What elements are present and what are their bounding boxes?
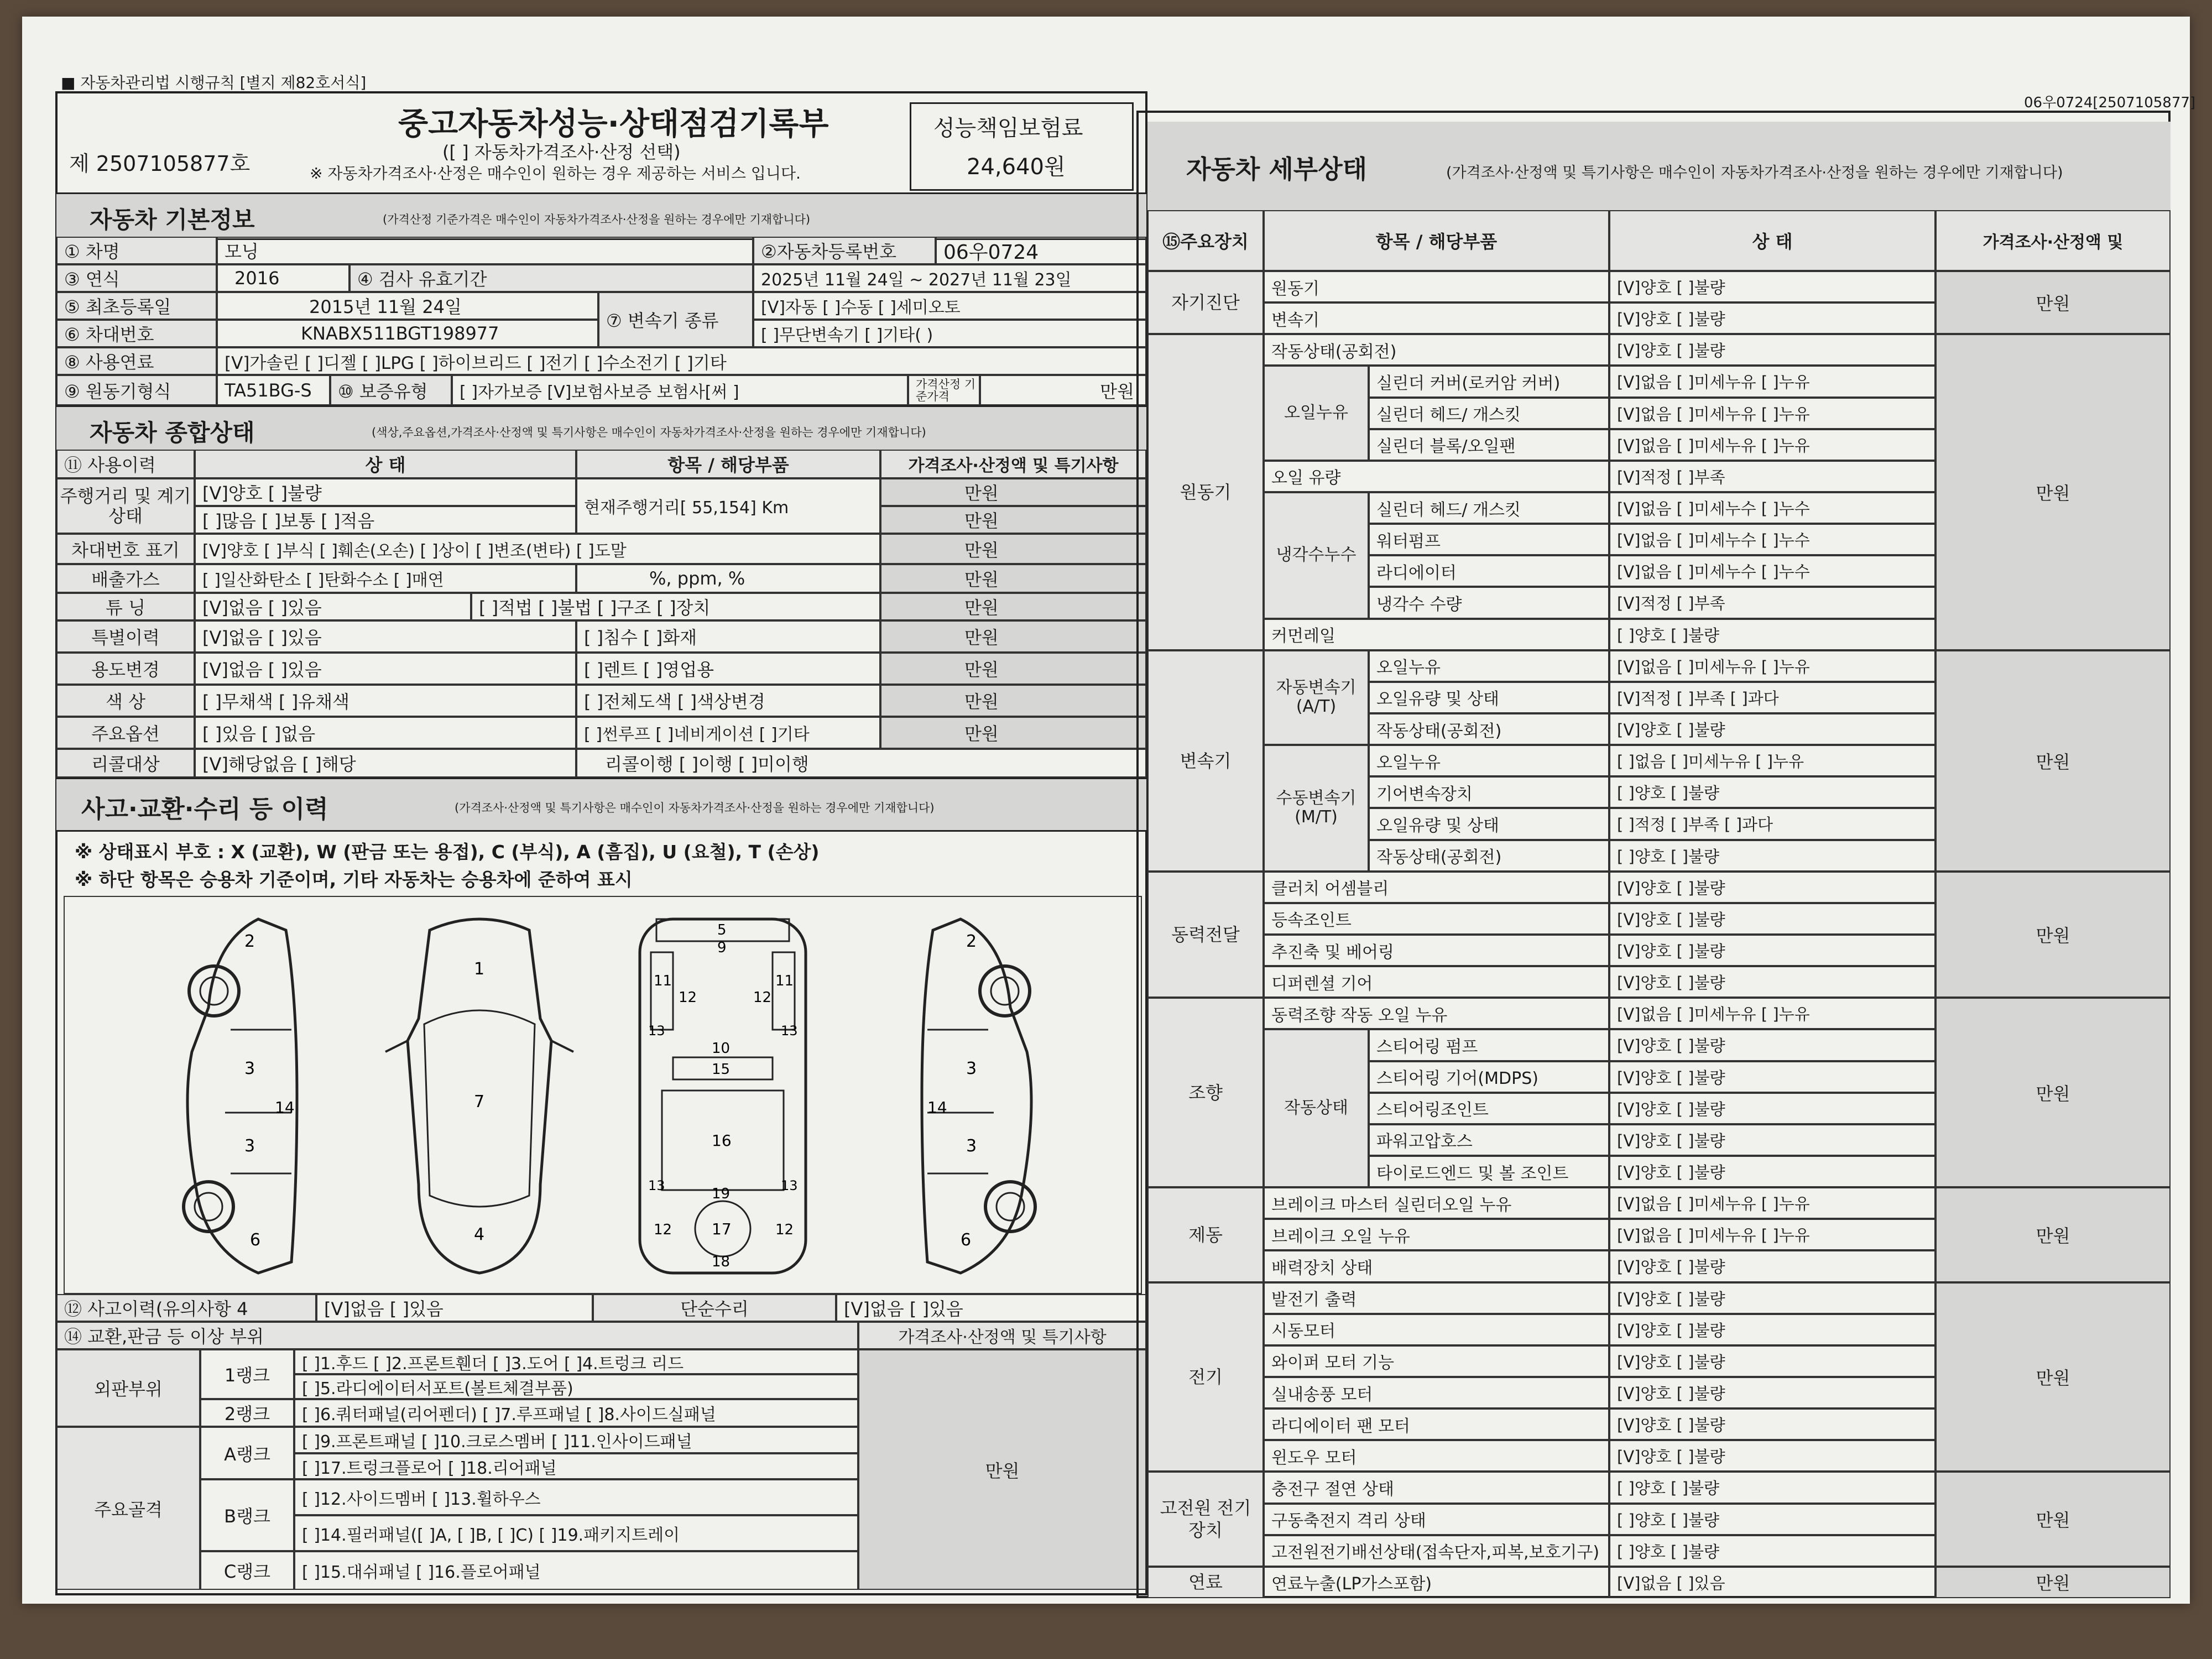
rankB-label: B랭크 <box>200 1479 294 1551</box>
overall-row-label: 특별이력 <box>56 620 195 653</box>
diagram-number: 18 <box>712 1254 731 1270</box>
overall-row-state: [V]없음 [ ]있음 <box>195 653 576 685</box>
diagram-number: 11 <box>775 973 794 989</box>
overall-row-state: [ ]일산화탄소 [ ]탄화수소 [ ]매연 <box>195 564 576 593</box>
rank1-items-a: [ ]1.후드 [ ]2.프론트휀더 [ ]3.도어 [ ]4.트렁크 리드 <box>294 1349 858 1374</box>
detail-item: 추진축 및 베어링 <box>1264 935 1609 966</box>
side-view-left <box>148 908 325 1284</box>
overall-row-price: 만원 <box>880 564 1146 593</box>
side-view-right <box>894 908 1071 1284</box>
detail-state: [V]양호 [ ]불량 <box>1609 1061 1936 1093</box>
rankA-items-a: [ ]9.프론트패널 [ ]10.크로스멤버 [ ]11.인사이드패널 <box>294 1427 858 1453</box>
detail-state: [V]양호 [ ]불량 <box>1609 1282 1936 1314</box>
overall-row-label: 용도변경 <box>56 653 195 685</box>
insurance-label: 성능책임보험료 <box>933 116 1083 141</box>
detail-state: [V]양호 [ ]불량 <box>1609 1124 1936 1156</box>
detail-item: 브레이크 오일 누유 <box>1264 1219 1609 1250</box>
detail-item: 실내송풍 모터 <box>1264 1377 1609 1408</box>
detail-group-price: 만원 <box>1936 1472 2171 1566</box>
accident-header-bar <box>56 778 1146 832</box>
year: 2016 <box>217 264 349 292</box>
detail-item: 실린더 헤드/ 개스킷 <box>1369 398 1609 429</box>
detail-state: [V]없음 [ ]미세누수 [ ]누수 <box>1609 492 1936 524</box>
detail-item: 발전기 출력 <box>1264 1282 1609 1314</box>
detail-state: [ ]양호 [ ]불량 <box>1609 1535 1936 1567</box>
detail-state: [V]없음 [ ]미세누유 [ ]누유 <box>1609 650 1936 682</box>
doc-subtitle: ([ ] 자동차가격조사·산정 선택) <box>442 142 681 163</box>
doc-number: 제 2507105877호 <box>69 152 251 176</box>
detail-item: 원동기 <box>1264 271 1609 302</box>
first-reg: 2015년 11월 24일 <box>217 292 598 320</box>
first-reg-label: ⑤ 최초등록일 <box>56 292 217 320</box>
car-name: 모닝 <box>217 237 753 264</box>
detail-group-price: 만원 <box>1936 1187 2171 1282</box>
top-view <box>374 908 585 1284</box>
detail-group-label: 연료 <box>1147 1567 1264 1598</box>
detail-state: [V]적정 [ ]부족 [ ]과다 <box>1609 682 1936 713</box>
detail-state: [V]없음 [ ]미세누유 [ ]누유 <box>1609 398 1936 429</box>
overall-row-price: 만원 <box>880 717 1146 749</box>
reg-no: 06우0724 <box>936 237 1146 264</box>
overall-row-item: %, ppm, % <box>576 564 880 593</box>
legend-line2: ※ 하단 항목은 승용차 기준이며, 기타 자동차는 승용차에 준하여 표시 <box>75 869 633 890</box>
detail-header-bar <box>1147 122 2171 212</box>
detail-state: [V]양호 [ ]불량 <box>1609 302 1936 334</box>
detail-item: 등속조인트 <box>1264 903 1609 935</box>
detail-state: [V]없음 [ ]있음 <box>1609 1567 1936 1598</box>
history-label: ⑫ 사고이력(유의사항 4 <box>56 1294 316 1322</box>
overall-row-price: 만원 <box>880 506 1146 534</box>
damage-diagram <box>64 896 1142 1294</box>
detail-state: [V]없음 [ ]미세누유 [ ]누유 <box>1609 429 1936 461</box>
col-detail-state: 상 태 <box>1609 210 1936 271</box>
overall-row-state: [V]양호 [ ]부식 [ ]훼손(오손) [ ]상이 [ ]변조(변타) [ ]도말 <box>195 534 880 564</box>
detail-table <box>1147 271 2171 1598</box>
detail-state: [V]없음 [ ]미세누유 [ ]누유 <box>1609 366 1936 397</box>
overall-row-item: 리콜이행 [ ]이행 [ ]미이행 <box>576 749 1146 778</box>
detail-item: 기어변속장치 <box>1369 776 1609 808</box>
diagram-number: 15 <box>712 1061 731 1078</box>
trans-row1: [V]자동 [ ]수동 [ ]세미오토 <box>753 292 1146 320</box>
detail-group-label: 자기진단 <box>1147 271 1264 334</box>
detail-state: [V]양호 [ ]불량 <box>1609 1440 1936 1472</box>
detail-group-label: 고전원 전기장치 <box>1147 1472 1264 1566</box>
detail-group-price: 만원 <box>1936 998 2171 1187</box>
detail-group-price: 만원 <box>1936 872 2171 998</box>
detail-state: [ ]없음 [ ]미세누유 [ ]누유 <box>1609 745 1936 776</box>
diagram-number: 13 <box>781 1023 798 1039</box>
valid-label: ④ 검사 유효기간 <box>349 264 753 292</box>
detail-item: 브레이크 마스터 실린더오일 누유 <box>1264 1187 1609 1219</box>
legend-line1: ※ 상태표시 부호 : X (교환), W (판금 또는 용접), C (부식), A (흠집), U (요철), T (손상) <box>75 841 820 863</box>
detail-item: 시동모터 <box>1264 1314 1609 1345</box>
price-unit: 만원 <box>980 375 1146 405</box>
detail-state: [V]양호 [ ]불량 <box>1609 903 1936 935</box>
diagram-number: 17 <box>712 1220 732 1238</box>
detail-group-label: 동력전달 <box>1147 872 1264 998</box>
detail-group-label: 변속기 <box>1147 650 1264 872</box>
warranty: [ ]자가보증 [V]보험사보증 보험사[써 ] <box>452 375 908 405</box>
detail-item: 윈도우 모터 <box>1264 1440 1609 1472</box>
detail-item: 배력장치 상태 <box>1264 1250 1609 1282</box>
detail-item: 작동상태(공회전) <box>1369 713 1609 745</box>
doc-title: 중고자동차성능·상태점검기록부 <box>398 106 829 142</box>
diagram-number: 13 <box>648 1023 665 1039</box>
col-price: 가격조사·산정액 및 특기사항 <box>880 450 1146 478</box>
detail-group-label: 원동기 <box>1147 334 1264 650</box>
detail-item: 스티어링 기어(MDPS) <box>1369 1061 1609 1093</box>
detail-item: 변속기 <box>1264 302 1609 334</box>
diagram-number: 16 <box>712 1131 732 1150</box>
diagram-number: 14 <box>927 1098 947 1117</box>
detail-state: [ ]양호 [ ]불량 <box>1609 1472 1936 1503</box>
insurance-value: 24,640원 <box>967 154 1066 180</box>
overall-row-state: [V]양호 [ ]불량 <box>195 478 576 506</box>
detail-state: [V]적정 [ ]부족 <box>1609 461 1936 492</box>
detail-item: 구동축전지 격리 상태 <box>1264 1504 1609 1535</box>
rank1-label: 1랭크 <box>200 1349 294 1399</box>
detail-item: 동력조향 작동 오일 누유 <box>1264 998 1609 1029</box>
detail-note: (가격조사·산정액 및 특기사항은 매수인이 자동차가격조사·산정을 원하는 경우에만 기재합니다) <box>1446 164 2063 181</box>
simple-repair-value: [V]없음 [ ]있음 <box>836 1294 1146 1322</box>
detail-item: 오일누유 <box>1369 745 1609 776</box>
detail-item: 클러치 어셈블리 <box>1264 872 1609 903</box>
col-detail-item: 항목 / 해당부품 <box>1264 210 1609 271</box>
parts-label: ⑭ 교환,판금 등 이상 부위 <box>56 1322 858 1349</box>
detail-subgroup-label: 수동변속기 (M/T) <box>1264 745 1369 872</box>
diagram-number: 12 <box>775 1222 794 1238</box>
main-frame-label: 주요골격 <box>56 1427 200 1590</box>
rankC-label: C랭크 <box>200 1551 294 1590</box>
detail-item: 커먼레일 <box>1264 619 1609 650</box>
detail-item: 오일누유 <box>1369 650 1609 682</box>
detail-item: 타이로드엔드 및 볼 조인트 <box>1369 1156 1609 1187</box>
diagram-number: 13 <box>648 1178 665 1193</box>
rank1-items-b: [ ]5.라디에이터서포트(볼트체결부품) <box>294 1374 858 1399</box>
doc-id-right: 06우0724[2507105877] <box>2024 95 2196 111</box>
basic-note: (가격산정 기준가격은 매수인이 자동차가격조사·산정을 원하는 경우에만 기재합니다) <box>383 213 811 226</box>
overall-row-item: [ ]침수 [ ]화재 <box>576 620 880 653</box>
overall-row-state: [ ]많음 [ ]보통 [ ]적음 <box>195 506 576 534</box>
form-reference: ■ 자동차관리법 시행규칙 [별지 제82호서식] <box>61 74 367 92</box>
detail-item: 연료누출(LP가스포함) <box>1264 1567 1609 1598</box>
overall-row-price: 만원 <box>880 593 1146 620</box>
detail-item: 와이퍼 모터 기능 <box>1264 1345 1609 1377</box>
diagram-number: 4 <box>474 1225 485 1244</box>
detail-state: [V]없음 [ ]미세누수 [ ]누수 <box>1609 524 1936 555</box>
overall-row-state: [ ]있음 [ ]없음 <box>195 717 576 749</box>
detail-state: [ ]적정 [ ]부족 [ ]과다 <box>1609 808 1936 839</box>
overall-row-label: 튜 닝 <box>56 593 195 620</box>
detail-item: 작동상태(공회전) <box>1369 840 1609 872</box>
detail-state: [V]양호 [ ]불량 <box>1609 935 1936 966</box>
overall-row-item: [ ]썬루프 [ ]네비게이션 [ ]기타 <box>576 717 880 749</box>
detail-state: [V]없음 [ ]미세누유 [ ]누유 <box>1609 1219 1936 1250</box>
overall-row-item: 현재주행거리[ 55,154] Km <box>576 478 880 534</box>
overall-row-price: 만원 <box>880 534 1146 564</box>
overall-row-label: 주요옵션 <box>56 717 195 749</box>
detail-subgroup-label: 작동상태 <box>1264 1029 1369 1187</box>
overall-row-label: 주행거리 및 계기상태 <box>56 478 195 534</box>
trans-row2: [ ]무단변속기 [ ]기타( ) <box>753 320 1146 347</box>
detail-state: [V]없음 [ ]미세누유 [ ]누유 <box>1609 998 1936 1029</box>
diagram-number: 10 <box>712 1040 731 1057</box>
detail-item: 스티어링 펌프 <box>1369 1029 1609 1061</box>
year-label: ③ 연식 <box>56 264 217 292</box>
detail-group-price: 만원 <box>1936 1567 2171 1598</box>
detail-group-price: 만원 <box>1936 650 2171 872</box>
col-usage: ⑪ 사용이력 <box>56 450 195 478</box>
overall-row-price: 만원 <box>880 653 1146 685</box>
detail-state: [ ]양호 [ ]불량 <box>1609 776 1936 808</box>
rankA-label: A랭크 <box>200 1427 294 1479</box>
diagram-number: 11 <box>654 973 672 989</box>
diagram-number: 1 <box>474 959 485 979</box>
insurance-box <box>910 102 1134 191</box>
overall-row-item: [ ]전체도색 [ ]색상변경 <box>576 685 880 717</box>
detail-state: [V]양호 [ ]불량 <box>1609 1345 1936 1377</box>
overall-row-label: 리콜대상 <box>56 749 195 778</box>
detail-subgroup-label: 오일누유 <box>1264 366 1369 460</box>
detail-group-label: 제동 <box>1147 1187 1264 1282</box>
doc-subtitle-note: ※ 자동차가격조사·산정은 매수인이 원하는 경우 제공하는 서비스 입니다. <box>310 164 801 182</box>
overall-note: (색상,주요옵션,가격조사·산정액 및 특기사항은 매수인이 자동차가격조사·산정을 원하는 경우에만 기재합니다) <box>372 426 926 439</box>
diagram-number: 12 <box>654 1222 672 1238</box>
detail-state: [V]양호 [ ]불량 <box>1609 713 1936 745</box>
detail-item: 고전원전기배선상태(접속단자,피복,보호기구) <box>1264 1535 1609 1567</box>
rankC-items: [ ]15.대쉬패널 [ ]16.플로어패널 <box>294 1551 858 1590</box>
engine: TA51BG-S <box>217 375 330 405</box>
detail-item: 워터펌프 <box>1369 524 1609 555</box>
price-label: 가격산정 기준가격 <box>908 375 980 405</box>
diagram-number: 5 <box>717 922 727 938</box>
detail-state: [V]없음 [ ]미세누유 [ ]누유 <box>1609 1187 1936 1219</box>
detail-item: 오일 유량 <box>1264 461 1609 492</box>
diagram-number: 3 <box>244 1136 255 1156</box>
warranty-label: ⑩ 보증유형 <box>330 375 452 405</box>
diagram-number: 19 <box>712 1186 731 1202</box>
outer-panel-label: 외판부위 <box>56 1349 200 1427</box>
detail-item: 작동상태(공회전) <box>1264 334 1609 366</box>
simple-repair-label: 단순수리 <box>593 1294 836 1322</box>
detail-state: [V]없음 [ ]미세누수 [ ]누수 <box>1609 555 1936 587</box>
detail-state: [V]양호 [ ]불량 <box>1609 1408 1936 1440</box>
overall-row-price: 만원 <box>880 685 1146 717</box>
reg-no-label: ②자동차등록번호 <box>753 237 936 264</box>
diagram-number: 3 <box>966 1136 977 1156</box>
detail-state: [ ]양호 [ ]불량 <box>1609 1504 1936 1535</box>
detail-item: 디퍼렌셜 기어 <box>1264 966 1609 998</box>
history-value: [V]없음 [ ]있음 <box>316 1294 593 1322</box>
detail-item: 오일유량 및 상태 <box>1369 682 1609 713</box>
detail-group-label: 전기 <box>1147 1282 1264 1472</box>
detail-group-price: 만원 <box>1936 1282 2171 1472</box>
basic-header-bar <box>56 192 1146 240</box>
detail-item: 라디에이터 <box>1369 555 1609 587</box>
detail-group-price: 만원 <box>1936 334 2171 650</box>
rankB-items-a: [ ]12.사이드멤버 [ ]13.휠하우스 <box>294 1479 858 1515</box>
diagram-number: 13 <box>781 1178 798 1193</box>
overall-row-item: [ ]적법 [ ]불법 [ ]구조 [ ]장치 <box>471 593 880 620</box>
detail-state: [V]양호 [ ]불량 <box>1609 334 1936 366</box>
detail-state: [V]양호 [ ]불량 <box>1609 1029 1936 1061</box>
engine-label: ⑨ 원동기형식 <box>56 375 217 405</box>
fuel-label: ⑧ 사용연료 <box>56 347 217 375</box>
detail-item: 파워고압호스 <box>1369 1124 1609 1156</box>
detail-subgroup-label: 냉각수누수 <box>1264 492 1369 619</box>
underbody-view <box>623 908 822 1284</box>
accident-header: 사고·교환·수리 등 이력 <box>81 795 328 823</box>
overall-row-state: [V]없음 [ ]있음 <box>195 620 576 653</box>
overall-row-state: [V]없음 [ ]있음 <box>195 593 471 620</box>
fuel: [V]가솔린 [ ]디젤 [ ]LPG [ ]하이브리드 [ ]전기 [ ]수소전기 [ ]기타 <box>217 347 1146 375</box>
inspection-sheet <box>22 17 2196 1604</box>
col-state: 상 태 <box>195 450 576 478</box>
diagram-number: 14 <box>275 1098 295 1117</box>
rankA-items-b: [ ]17.트렁크플로어 [ ]18.리어패널 <box>294 1453 858 1479</box>
diagram-number: 12 <box>753 989 772 1006</box>
detail-subgroup-label: 자동변속기 (A/T) <box>1264 650 1369 745</box>
basic-header: 자동차 기본정보 <box>90 206 255 233</box>
accident-note: (가격조사·산정액 및 특기사항은 매수인이 자동차가격조사·산정을 원하는 경우에만 기재합니다) <box>455 801 935 815</box>
overall-header: 자동차 종합상태 <box>90 419 255 446</box>
overall-row-label: 배출가스 <box>56 564 195 593</box>
detail-group-price: 만원 <box>1936 271 2171 334</box>
parts-price: 만원 <box>858 1349 1146 1590</box>
col-item: 항목 / 해당부품 <box>576 450 880 478</box>
detail-state: [V]양호 [ ]불량 <box>1609 1093 1936 1124</box>
diagram-number: 12 <box>679 989 697 1006</box>
rank2-items: [ ]6.쿼터패널(리어펜더) [ ]7.루프패널 [ ]8.사이드실패널 <box>294 1399 858 1427</box>
overall-row-label: 색 상 <box>56 685 195 717</box>
diagram-number: 6 <box>250 1230 261 1250</box>
vin-label: ⑥ 차대번호 <box>56 320 217 347</box>
valid-period: 2025년 11월 24일 ~ 2027년 11월 23일 <box>753 264 1146 292</box>
overall-row-item: [ ]렌트 [ ]영업용 <box>576 653 880 685</box>
detail-state: [ ]양호 [ ]불량 <box>1609 840 1936 872</box>
detail-item: 실린더 커버(로커암 커버) <box>1369 366 1609 397</box>
overall-row-label: 차대번호 표기 <box>56 534 195 564</box>
detail-state: [V]양호 [ ]불량 <box>1609 1156 1936 1187</box>
vin: KNABX511BGT198977 <box>217 320 598 347</box>
trans-label: ⑦ 변속기 종류 <box>598 292 753 347</box>
rank2-label: 2랭크 <box>200 1399 294 1427</box>
detail-item: 실린더 블록/오일팬 <box>1369 429 1609 461</box>
detail-group-label: 조향 <box>1147 998 1264 1187</box>
detail-state: [V]양호 [ ]불량 <box>1609 872 1936 903</box>
rankB-items-b: [ ]14.필러패널([ ]A, [ ]B, [ ]C) [ ]19.패키지트레이 <box>294 1515 858 1551</box>
detail-state: [V]적정 [ ]부족 <box>1609 587 1936 618</box>
overall-row-state: [ ]무채색 [ ]유채색 <box>195 685 576 717</box>
detail-state: [V]양호 [ ]불량 <box>1609 966 1936 998</box>
detail-state: [ ]양호 [ ]불량 <box>1609 619 1936 650</box>
detail-state: [V]양호 [ ]불량 <box>1609 1377 1936 1408</box>
diagram-number: 9 <box>717 940 727 956</box>
overall-row-price: 만원 <box>880 478 1146 506</box>
detail-item: 충전구 절연 상태 <box>1264 1472 1609 1503</box>
detail-header: 자동차 세부상태 <box>1186 154 1368 184</box>
car-name-label: ① 차명 <box>56 237 217 264</box>
detail-item: 라디에이터 팬 모터 <box>1264 1408 1609 1440</box>
diagram-number: 6 <box>961 1230 972 1250</box>
detail-state: [V]양호 [ ]불량 <box>1609 1314 1936 1345</box>
diagram-number: 7 <box>474 1092 485 1112</box>
overall-row-state: [V]해당없음 [ ]해당 <box>195 749 576 778</box>
detail-state: [V]양호 [ ]불량 <box>1609 1250 1936 1282</box>
detail-state: [V]양호 [ ]불량 <box>1609 271 1936 302</box>
diagram-number: 2 <box>966 932 977 951</box>
col-detail-price: 가격조사·산정액 및 <box>1936 210 2171 271</box>
col-main-device: ⑮주요장치 <box>1147 210 1264 271</box>
detail-item: 냉각수 수량 <box>1369 587 1609 618</box>
diagram-number: 2 <box>244 932 255 951</box>
detail-item: 실린더 헤드/ 개스킷 <box>1369 492 1609 524</box>
diagram-number: 3 <box>244 1059 255 1078</box>
diagram-number: 3 <box>966 1059 977 1078</box>
overall-row-price: 만원 <box>880 620 1146 653</box>
parts-price-label: 가격조사·산정액 및 특기사항 <box>858 1322 1146 1349</box>
overall-header-bar <box>56 405 1146 453</box>
detail-item: 스티어링조인트 <box>1369 1093 1609 1124</box>
detail-item: 오일유량 및 상태 <box>1369 808 1609 839</box>
